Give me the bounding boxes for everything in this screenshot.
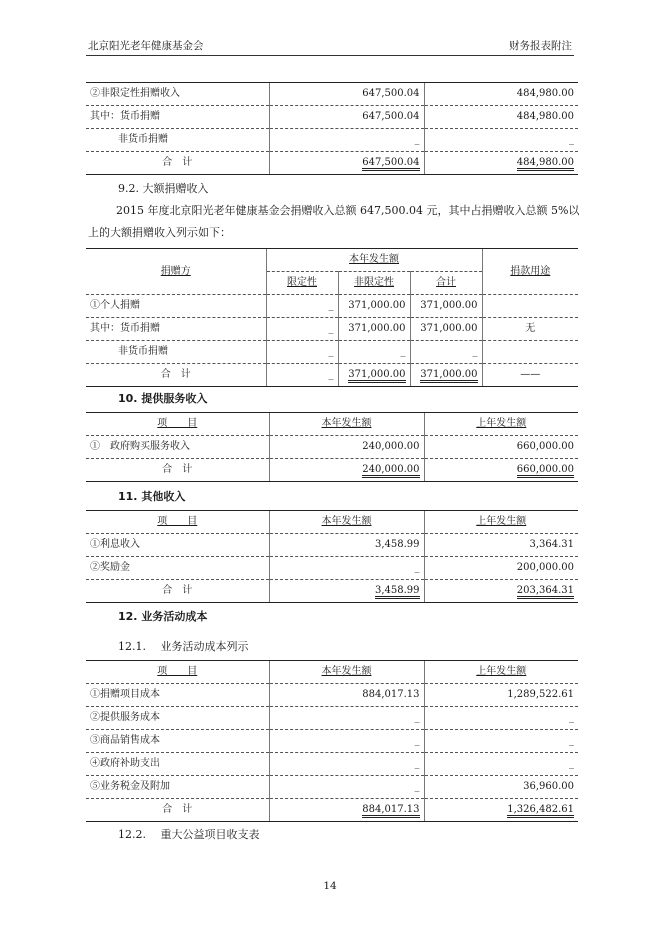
col-current-period: 本年发生额 (349, 254, 400, 265)
row-label: 非货币捐赠 (86, 129, 269, 152)
row-label: ②奖励金 (86, 557, 269, 580)
total-previous: 660,000.00 (517, 464, 574, 478)
previous-value: 36,960.00 (424, 776, 578, 799)
table-row (86, 83, 578, 106)
total-unrestricted: 371,000.00 (348, 369, 405, 383)
section-12-title: 12. 业务活动成本 (118, 610, 208, 623)
table-row (86, 295, 578, 318)
current-value: 647,500.04 (269, 106, 424, 129)
total-current: 884,017.13 (362, 804, 419, 818)
total-label: 合 计 (86, 459, 269, 482)
total-value: 371,000.00 (410, 318, 482, 341)
restricted-value: _ (266, 318, 338, 341)
col-item: 项 目 (157, 516, 198, 527)
current-value: _ (269, 753, 424, 776)
previous-value: 660,000.00 (424, 436, 578, 459)
col-donor: 捐赠方 (160, 265, 191, 277)
unrestricted-value: 371,000.00 (338, 295, 410, 318)
current-value: _ (269, 707, 424, 730)
col-unrestricted: 非限定性 (354, 277, 394, 288)
row-label: ①个人捐赠 (86, 295, 266, 318)
total-current: 647,500.04 (362, 157, 419, 171)
page-number: 14 (323, 880, 337, 892)
restricted-income-table (86, 82, 578, 175)
current-value: 3,458.99 (269, 534, 424, 557)
col-purpose: 捐款用途 (510, 265, 551, 277)
other-income-table (86, 510, 578, 603)
section-9-2-paragraph: 2015 年度北京阳光老年健康基金会捐赠收入总额 647,500.04 元，其中占捐赠收入总额 5%以上的大额捐赠收入列示如下： (88, 204, 580, 239)
total-value: _ (410, 341, 482, 364)
row-label: 其中：货币捐赠 (86, 106, 269, 129)
total-purpose: —— (482, 364, 578, 387)
current-value: 884,017.13 (269, 684, 424, 707)
table-row-total (86, 459, 578, 482)
total-restricted: _ (266, 364, 338, 387)
previous-value: _ (424, 730, 578, 753)
table-row (86, 776, 578, 799)
table-row (86, 534, 578, 557)
row-label: ③商品销售成本 (86, 730, 269, 753)
row-label: ⑤业务税金及附加 (86, 776, 269, 799)
current-value: _ (269, 557, 424, 580)
table-row (86, 684, 578, 707)
business-cost-table (86, 660, 578, 822)
restricted-value: _ (266, 295, 338, 318)
table-row (86, 129, 578, 152)
unrestricted-value: 371,000.00 (338, 318, 410, 341)
col-total: 合计 (436, 277, 457, 288)
previous-value: 200,000.00 (424, 557, 578, 580)
unrestricted-value: _ (338, 341, 410, 364)
total-previous: 203,364.31 (517, 585, 574, 599)
section-9-2-title: 9.2. 大额捐赠收入 (118, 182, 209, 195)
current-value: _ (269, 776, 424, 799)
table-row (86, 557, 578, 580)
col-current: 本年发生额 (321, 418, 372, 429)
section-12-1-title: 12.1. 业务活动成本列示 (118, 640, 249, 653)
table-row (86, 436, 578, 459)
table-row (86, 341, 578, 364)
total-label: 合 计 (86, 580, 269, 603)
previous-value: 3,364.31 (424, 534, 578, 557)
purpose-value (482, 295, 578, 318)
col-current: 本年发生额 (321, 516, 372, 527)
col-previous: 上年发生额 (476, 418, 527, 429)
table-row-total (86, 152, 578, 175)
row-label: ②提供服务成本 (86, 707, 269, 730)
table-row (86, 318, 578, 341)
table-row (86, 753, 578, 776)
table-row-total (86, 799, 578, 822)
current-value: 240,000.00 (269, 436, 424, 459)
row-label: ④政府补助支出 (86, 753, 269, 776)
current-value: 647,500.04 (269, 83, 424, 106)
total-value: 371,000.00 (410, 295, 482, 318)
table-row (86, 730, 578, 753)
col-restricted: 限定性 (287, 277, 317, 288)
total-previous: 484,980.00 (517, 157, 574, 171)
col-current: 本年发生额 (321, 666, 372, 677)
table-row-total (86, 580, 578, 603)
col-item: 项 目 (157, 666, 198, 677)
row-label: 非货币捐赠 (86, 341, 266, 364)
table-row-total (86, 364, 578, 387)
header-rule (86, 55, 574, 56)
total-total: 371,000.00 (420, 369, 477, 383)
row-label: ①利息收入 (86, 534, 269, 557)
previous-value: 484,980.00 (424, 106, 578, 129)
total-label: 合 计 (86, 364, 266, 387)
section-10-title: 10. 提供服务收入 (118, 392, 208, 405)
total-current: 240,000.00 (362, 464, 419, 478)
current-value: _ (269, 730, 424, 753)
previous-value: _ (424, 129, 578, 152)
current-value: _ (269, 129, 424, 152)
previous-value: _ (424, 707, 578, 730)
total-current: 3,458.99 (375, 585, 420, 599)
table-header-row (86, 249, 578, 272)
total-label: 合 计 (86, 152, 269, 175)
total-label: 合 计 (86, 799, 269, 822)
col-item: 项 目 (157, 418, 198, 429)
section-11-title: 11. 其他收入 (118, 490, 186, 503)
service-income-table (86, 412, 578, 482)
table-header-row (86, 661, 578, 684)
header-org-name: 北京阳光老年健康基金会 (88, 40, 204, 52)
row-label: ①捐赠项目成本 (86, 684, 269, 707)
table-header-row (86, 511, 578, 534)
row-label: ① 政府购买服务收入 (86, 436, 269, 459)
row-label: ②非限定性捐赠收入 (86, 83, 269, 106)
table-row (86, 707, 578, 730)
row-label: 其中：货币捐赠 (86, 318, 266, 341)
restricted-value: _ (266, 341, 338, 364)
col-previous: 上年发生额 (476, 516, 527, 527)
previous-value: 1,289,522.61 (424, 684, 578, 707)
table-header-row (86, 413, 578, 436)
section-12-2-title: 12.2. 重大公益项目收支表 (118, 828, 260, 841)
previous-value: 484,980.00 (424, 83, 578, 106)
total-previous: 1,326,482.61 (507, 804, 574, 818)
col-previous: 上年发生额 (476, 666, 527, 677)
table-row (86, 106, 578, 129)
header-doc-type: 财务报表附注 (509, 40, 572, 52)
previous-value: _ (424, 753, 578, 776)
large-donation-table (86, 248, 578, 387)
purpose-value (482, 341, 578, 364)
purpose-value: 无 (482, 318, 578, 341)
